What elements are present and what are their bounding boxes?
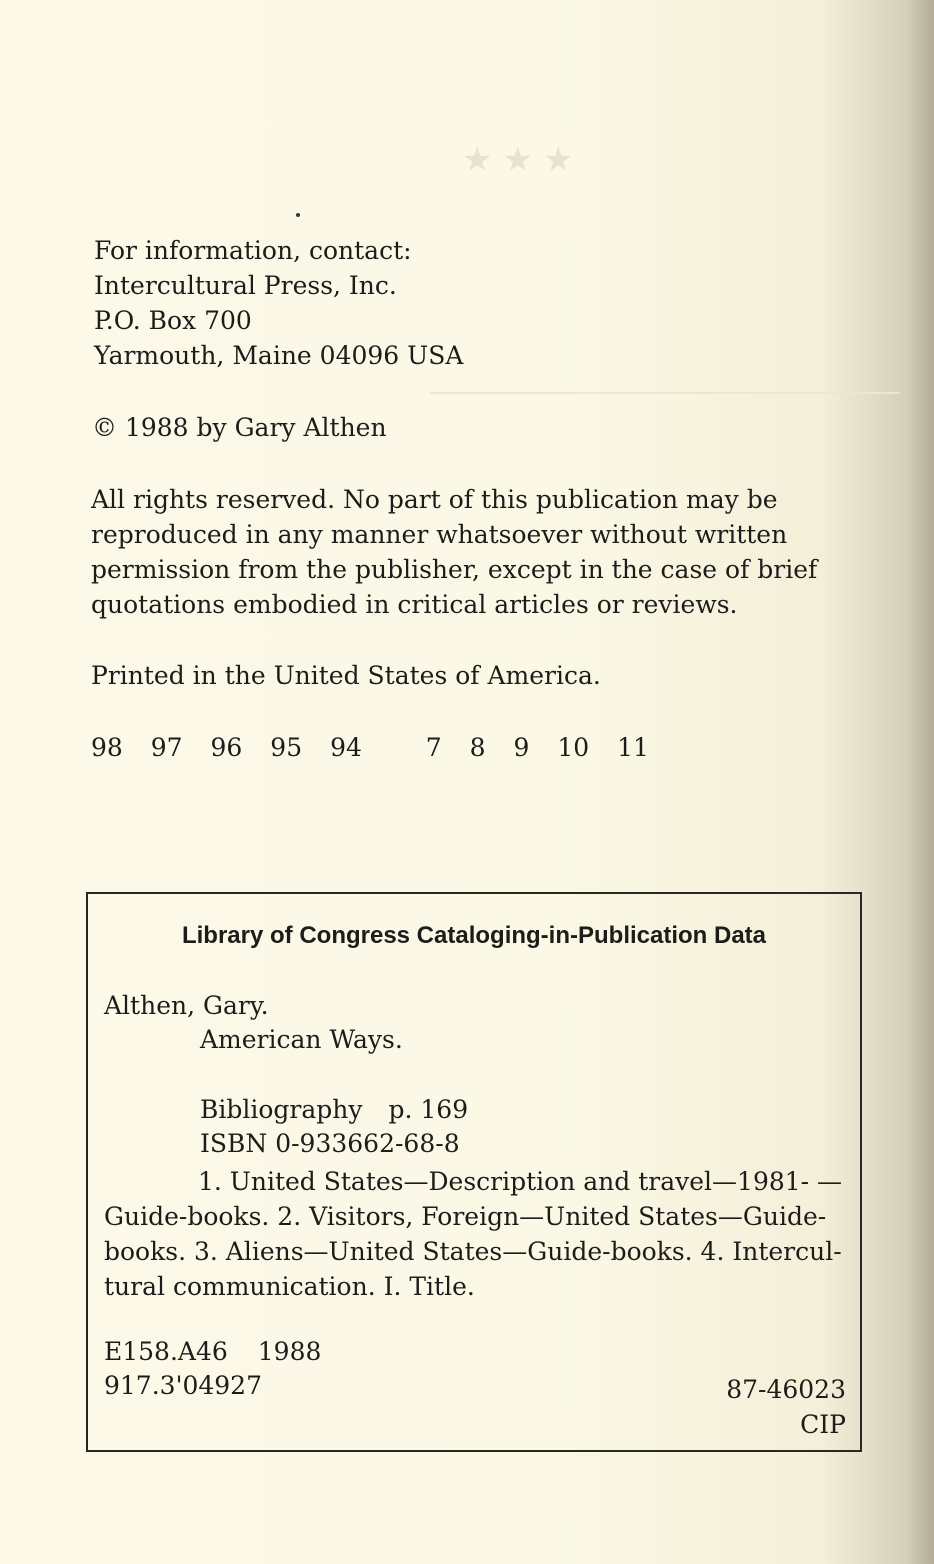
publisher-po-box: P.O. Box 700: [94, 306, 252, 335]
printing-number-line: [91, 730, 669, 765]
lccn-number: 87-46023: [726, 1375, 846, 1404]
paper-speck: [296, 213, 300, 217]
cip-label: CIP: [800, 1410, 846, 1439]
impression-number: 9: [513, 733, 530, 762]
printing-year: 95: [270, 733, 303, 762]
bibliography-label: Bibliography: [200, 1095, 363, 1124]
cip-subjects: [104, 1164, 844, 1304]
cip-dewey-number: 917.3'04927: [104, 1371, 262, 1400]
bibliography-page: p. 169: [388, 1095, 469, 1124]
cip-data-box: [86, 892, 862, 1452]
impression-number: 7: [425, 733, 442, 762]
rights-line: All rights reserved. No part of this publication may be: [91, 485, 778, 514]
printing-year: 98: [91, 733, 123, 762]
contact-line: For information, contact:: [94, 236, 412, 265]
rights-line: quotations embodied in critical articles or reviews.: [91, 590, 738, 619]
lc-class: E158.A46: [104, 1337, 228, 1366]
cip-lc-classification: [104, 1334, 321, 1369]
cip-bibliography: [200, 1092, 468, 1127]
show-through-stars: ★★★: [462, 142, 584, 179]
copyright-notice: © 1988 by Gary Althen: [92, 413, 387, 442]
rights-statement: [91, 482, 817, 622]
lc-year: 1988: [257, 1337, 322, 1366]
page-edge-shadow: [908, 0, 934, 1564]
rights-line: permission from the publisher, except in the case of brief: [91, 555, 818, 584]
printing-year: 96: [210, 733, 243, 762]
cip-lccn-block: [726, 1372, 846, 1442]
rights-line: reproduced in any manner whatsoever without written: [91, 520, 788, 549]
impression-number: 11: [617, 733, 649, 762]
subject-line: tural communication. I. Title.: [104, 1272, 475, 1301]
cip-title: American Ways.: [200, 1025, 403, 1054]
printed-in-notice: Printed in the United States of America.: [91, 661, 601, 690]
publisher-name: Intercultural Press, Inc.: [94, 271, 397, 300]
subject-line: Guide-books. 2. Visitors, Foreign—United States—Guide-: [104, 1202, 827, 1231]
impression-number: 10: [557, 733, 590, 762]
cip-author: Althen, Gary.: [104, 991, 269, 1020]
impression-number: 8: [469, 733, 486, 762]
cip-isbn: ISBN 0-933662-68-8: [200, 1129, 460, 1158]
cip-heading: Library of Congress Cataloging-in-Publication Data: [181, 922, 767, 949]
subject-line: books. 3. Aliens—United States—Guide-books. 4. Intercul-: [104, 1237, 842, 1266]
publisher-city: Yarmouth, Maine 04096 USA: [94, 341, 464, 370]
subject-line: 1. United States—Description and travel—1981- —: [198, 1167, 843, 1196]
printing-year: 97: [150, 733, 183, 762]
show-through-rule: [430, 392, 900, 394]
contact-block: [94, 233, 463, 373]
printing-year: 94: [330, 733, 362, 762]
